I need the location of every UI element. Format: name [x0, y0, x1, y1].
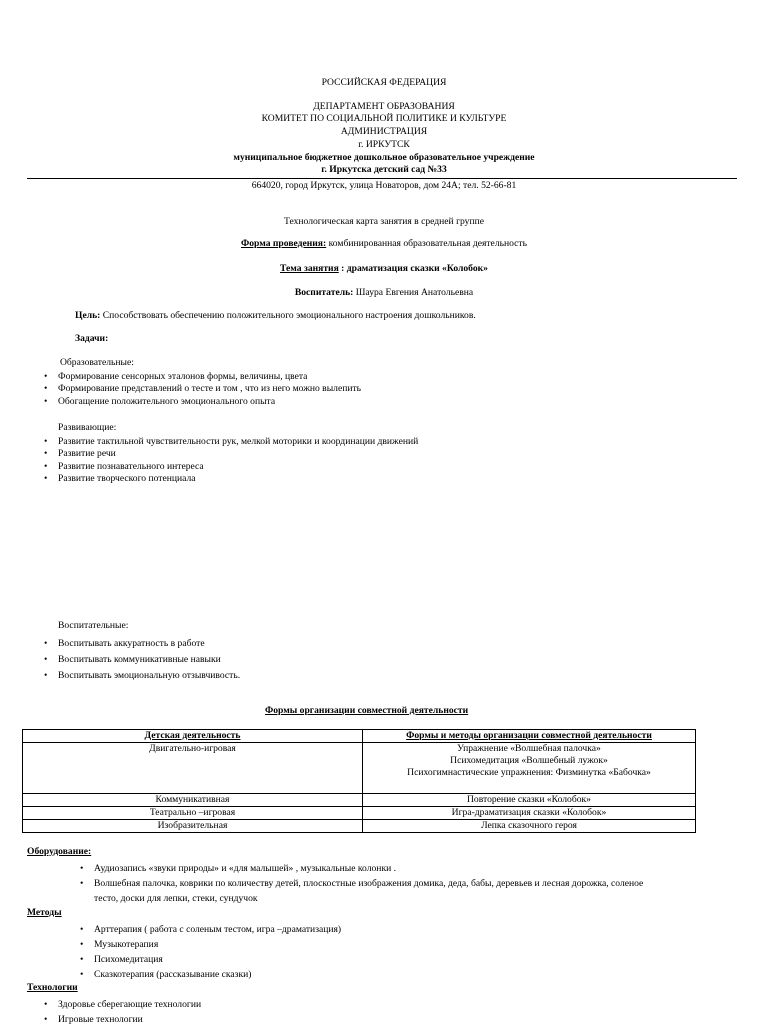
methods-list: [78, 922, 341, 982]
upbringing-heading: Воспитательные:: [58, 620, 129, 631]
teacher-line: [0, 287, 768, 299]
header-administration: АДМИНИСТРАЦИЯ: [340, 126, 428, 137]
table-row: [23, 806, 696, 819]
topic-value: : драматизация сказки «Колобок»: [338, 263, 488, 274]
list-item: • Музыкотерапия: [78, 937, 341, 952]
methods-cell: Лепка сказочного героя: [363, 819, 696, 832]
form-value: комбинированная образовательная деятельность: [326, 238, 527, 249]
form-line: [0, 238, 768, 250]
topic-line: [0, 263, 768, 275]
table-row: [23, 793, 696, 806]
methods-cell: Повторение сказки «Колобок»: [363, 793, 696, 806]
equipment-label: Оборудование:: [27, 846, 92, 857]
list-item: • Обогащение положительного эмоционального опыта: [42, 396, 361, 408]
methods-label: Методы: [27, 907, 62, 918]
goal-line: [75, 310, 476, 322]
list-item: • Развитие речи: [42, 448, 418, 460]
header-committee: КОМИТЕТ ПО СОЦИАЛЬНОЙ ПОЛИТИКЕ И КУЛЬТУРЕ: [261, 113, 507, 124]
activity-cell: Театрально –игровая: [23, 806, 363, 819]
forms-table: [22, 729, 696, 833]
goal-label: Цель:: [75, 310, 101, 321]
activity-cell: Двигательно-игровая: [23, 742, 363, 793]
table-header-row: [23, 730, 696, 743]
header-divider: [27, 178, 737, 179]
methods-cell: [363, 742, 696, 793]
list-item: • Развитие творческого потенциала: [42, 473, 418, 485]
list-item: • Развитие познавательного интереса: [42, 461, 418, 473]
document-title: Технологическая карта занятия в средней группе: [283, 216, 485, 227]
equipment-continuation: тесто, доски для лепки, стеки, сундучок: [94, 893, 258, 904]
educational-heading: Образовательные:: [60, 357, 134, 368]
method-item: Психогимнастические упражнения: Физминутка «Бабочка»: [407, 766, 651, 778]
form-label: Форма проведения:: [241, 238, 327, 249]
technologies-label: Технологии: [27, 982, 78, 993]
table-row: [23, 742, 696, 793]
header-institution: муниципальное бюджетное дошкольное образовательное учреждение: [233, 152, 535, 163]
tasks-label: Задачи:: [75, 333, 109, 344]
list-item: • Воспитывать эмоциональную отзывчивость.: [42, 668, 240, 684]
header-kindergarten: г. Иркутска детский сад №33: [321, 164, 447, 175]
list-item: • Формирование представлений о тесте и том , что из него можно вылепить: [42, 383, 361, 395]
list-item: • Здоровье сберегающие технологии: [42, 997, 201, 1012]
header-country: РОССИЙСКАЯ ФЕДЕРАЦИЯ: [321, 77, 447, 88]
table-row: [23, 819, 696, 832]
methods-cell: Игра-драматизация сказки «Колобок»: [363, 806, 696, 819]
column-header-methods: Формы и методы организации совместной деятельности: [363, 730, 696, 743]
column-header-activity: Детская деятельность: [23, 730, 363, 743]
list-item: • Формирование сенсорных эталонов формы, величины, цвета: [42, 371, 361, 383]
developing-list: [42, 436, 418, 486]
list-item: • Воспитывать аккуратность в работе: [42, 636, 240, 652]
method-item: Упражнение «Волшебная палочка»: [457, 742, 601, 754]
teacher-label: Воспитатель:: [294, 287, 354, 298]
activity-cell: Коммуникативная: [23, 793, 363, 806]
list-item: • Аудиозапись «звуки природы» и «для малышей» , музыкальные колонки .: [78, 861, 643, 876]
list-item: • Развитие тактильной чувствительности рук, мелкой моторики и координации движений: [42, 436, 418, 448]
goal-value: Способствовать обеспечению положительного эмоционального настроения дошкольников.: [100, 310, 476, 321]
list-item: • Арттерапия ( работа с соленым тестом, игра –драматизация): [78, 922, 341, 937]
method-item: Психомедитация «Волшебный лужок»: [450, 754, 608, 766]
upbringing-list: [42, 636, 240, 684]
activity-cell: Изобразительная: [23, 819, 363, 832]
technologies-list: [42, 997, 201, 1027]
list-item: • Игровые технологии: [42, 1012, 201, 1027]
list-item: • Воспитывать коммуникативные навыки: [42, 652, 240, 668]
developing-heading: Развивающие:: [58, 422, 117, 433]
topic-label: Тема занятия: [280, 263, 339, 274]
teacher-name: Шаура Евгения Анатольевна: [353, 287, 474, 298]
equipment-list: [78, 861, 643, 891]
header-city: г. ИРКУТСК: [358, 139, 410, 150]
header-department: ДЕПАРТАМЕНТ ОБРАЗОВАНИЯ: [313, 101, 455, 112]
list-item: • Сказкотерапия (рассказывание сказки): [78, 967, 341, 982]
list-item: • Волшебная палочка, коврики по количеству детей, плоскостные изображения домика, деда, бабы, деревьев и лесная дорожка, соленое: [78, 876, 643, 891]
forms-table-title: Формы организации совместной деятельности: [265, 705, 469, 716]
educational-list: [42, 371, 361, 408]
header-address: 664020, город Иркутск, улица Новаторов, дом 24А; тел. 52-66-81: [251, 180, 517, 191]
list-item: • Психомедитация: [78, 952, 341, 967]
